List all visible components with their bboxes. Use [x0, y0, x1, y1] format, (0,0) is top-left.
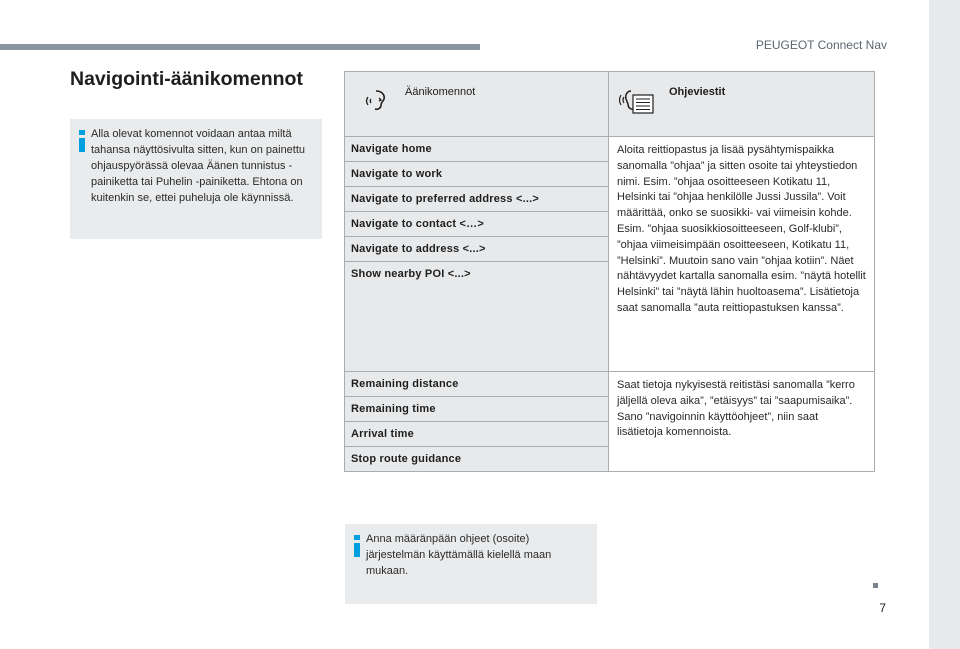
page-title: Navigointi-äänikomennot [70, 68, 303, 90]
help-message-icon [616, 87, 658, 120]
help-cell: Aloita reittiopastus ja lisää pysähtymispaikka sanomalla ”ohjaa” ja sitten osoite tai yhteystiedon nimi. Esim. ”ohjaa osoitteeseen Kotikatu 11, Helsinki tai ”ohjaa henkilölle Jussi Jussila”. Voit määrittää, onko se suosikki- vai viimeisin kohde. Esim. ”ohjaa suosikkiosoitteeseen, Golf-klubi”, ”ohjaa viimeisimpään osoitteeseen, Kotikatu 11, ”Helsinki”. Muutoin sano vain ”ohjaa kotiin”. Näet nähtävyydet kartalla sanomalla esim. ”näytä hotellit Helsinki” tai ”näytä lähin huoltoasema”. Lisätietoja saat sanomalla ”auta reittiopastuksen kanssa”. [609, 137, 875, 372]
table-row [345, 137, 875, 162]
command-cell: Show nearby POI <...> [345, 262, 609, 372]
info-note-text: Alla olevat komennot voidaan antaa miltä tahansa näyttösivulta sitten, kun on painettu ohjauspyörässä olevaa Äänen tunnistus -painiketta tai Puhelin -painiketta. Ehtona on kuitenkin se, ettei puheluja ole käynnissä. [91, 128, 306, 204]
page-marker [873, 583, 878, 588]
command-cell: Navigate home [345, 137, 609, 162]
info-note-text: Anna määränpään ohjeet (osoite) järjestelmän käyttämällä kielellä maan mukaan. [366, 533, 552, 577]
brand-label: PEUGEOT Connect Nav [755, 38, 887, 52]
command-cell: Navigate to preferred address <...> [345, 187, 609, 212]
column-header-commands-label: Äänikomennot [405, 86, 476, 98]
info-icon [79, 130, 85, 152]
column-header-help-label: Ohjeviestit [669, 86, 726, 98]
command-cell: Navigate to work [345, 162, 609, 187]
command-cell: Arrival time [345, 422, 609, 447]
info-note-top [70, 119, 322, 239]
voice-command-table [344, 71, 875, 472]
column-header-help [609, 72, 875, 137]
table-row [345, 372, 875, 397]
help-cell: Saat tietoja nykyisestä reitistäsi sanomalla ”kerro jäljellä oleva aika”, ”etäisyys” tai ”saapumisaika”. Sano ”navigoinnin käyttöohjeet”, niin saat lisätietoja komennoista. [609, 372, 875, 472]
top-rule [0, 44, 480, 50]
command-cell: Navigate to contact <…> [345, 212, 609, 237]
command-cell: Stop route guidance [345, 447, 609, 472]
command-cell: Navigate to address <...> [345, 237, 609, 262]
page-number: 7 [879, 601, 886, 615]
command-cell: Remaining distance [345, 372, 609, 397]
voice-command-icon [362, 88, 388, 115]
info-icon [354, 535, 360, 557]
column-header-commands [345, 72, 609, 137]
info-note-bottom [345, 524, 597, 604]
command-cell: Remaining time [345, 397, 609, 422]
side-band [929, 0, 960, 649]
